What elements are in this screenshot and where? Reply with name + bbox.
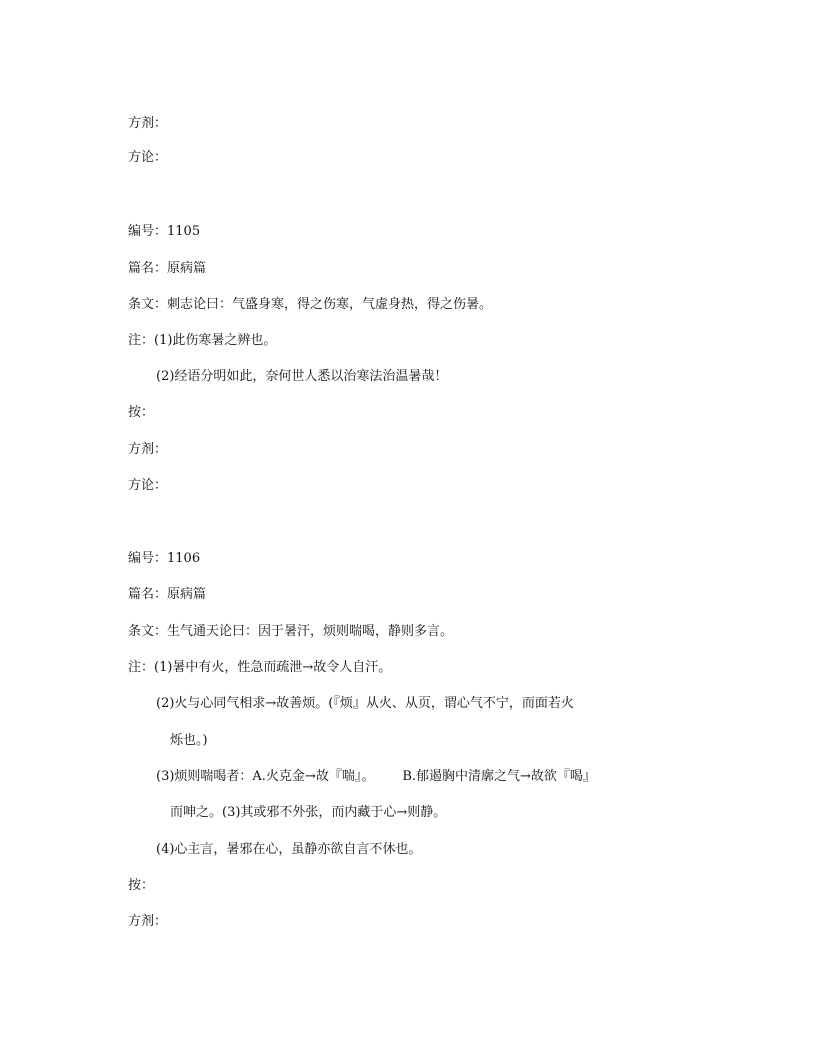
note-3-1106-cont: 而呻之。(3)其或邪不外张，而内藏于心→则静。 <box>170 805 447 820</box>
fanglun-label-1105: 方论： <box>128 478 168 493</box>
fangji-label-1105: 方剂： <box>128 442 168 457</box>
note-3-1106 <box>156 769 596 785</box>
note-1-1105: 注：(1)此伤寒暑之辨也。 <box>128 333 277 348</box>
note-2-1106-cont: 烁也。) <box>170 733 208 748</box>
note-3-1106-part-a: (3)烦则喘喝者：A.火克金→故『喘』。 <box>156 769 375 784</box>
note-2-1105: (2)经语分明如此，奈何世人悉以治寒法治温暑哉！ <box>156 369 448 384</box>
note-3-1106-part-b: B.郁遏胸中清廓之气→故欲『喝』 <box>402 769 596 784</box>
fangji-label-1106: 方剂： <box>128 914 168 929</box>
clause-text-1106: 条文：生气通天论曰：因于暑汗，烦则喘喝，静则多言。 <box>128 624 454 639</box>
fanglun-label-1: 方论： <box>128 150 168 165</box>
chapter-name-1106: 篇名：原病篇 <box>128 587 207 602</box>
fangji-label-1: 方剂： <box>128 116 168 131</box>
an-label-1105: 按： <box>128 405 155 420</box>
entry-number-1106: 编号：1106 <box>128 551 201 566</box>
clause-text-1105: 条文：刺志论曰：气盛身寒，得之伤寒，气虚身热，得之伤暑。 <box>128 297 493 312</box>
note-4-1106: (4)心主言，暑邪在心，虽静亦欲自言不休也。 <box>156 842 422 857</box>
chapter-name-1105: 篇名：原病篇 <box>128 261 207 276</box>
entry-number-1105: 编号：1105 <box>128 224 201 239</box>
an-label-1106: 按： <box>128 878 155 893</box>
note-2-1106: (2)火与心同气相求→故善烦。(『烦』从火、从页，谓心气不宁，而面若火 <box>156 696 574 711</box>
note-1-1106: 注：(1)暑中有火，性急而疏泄→故令人自汗。 <box>128 660 392 675</box>
